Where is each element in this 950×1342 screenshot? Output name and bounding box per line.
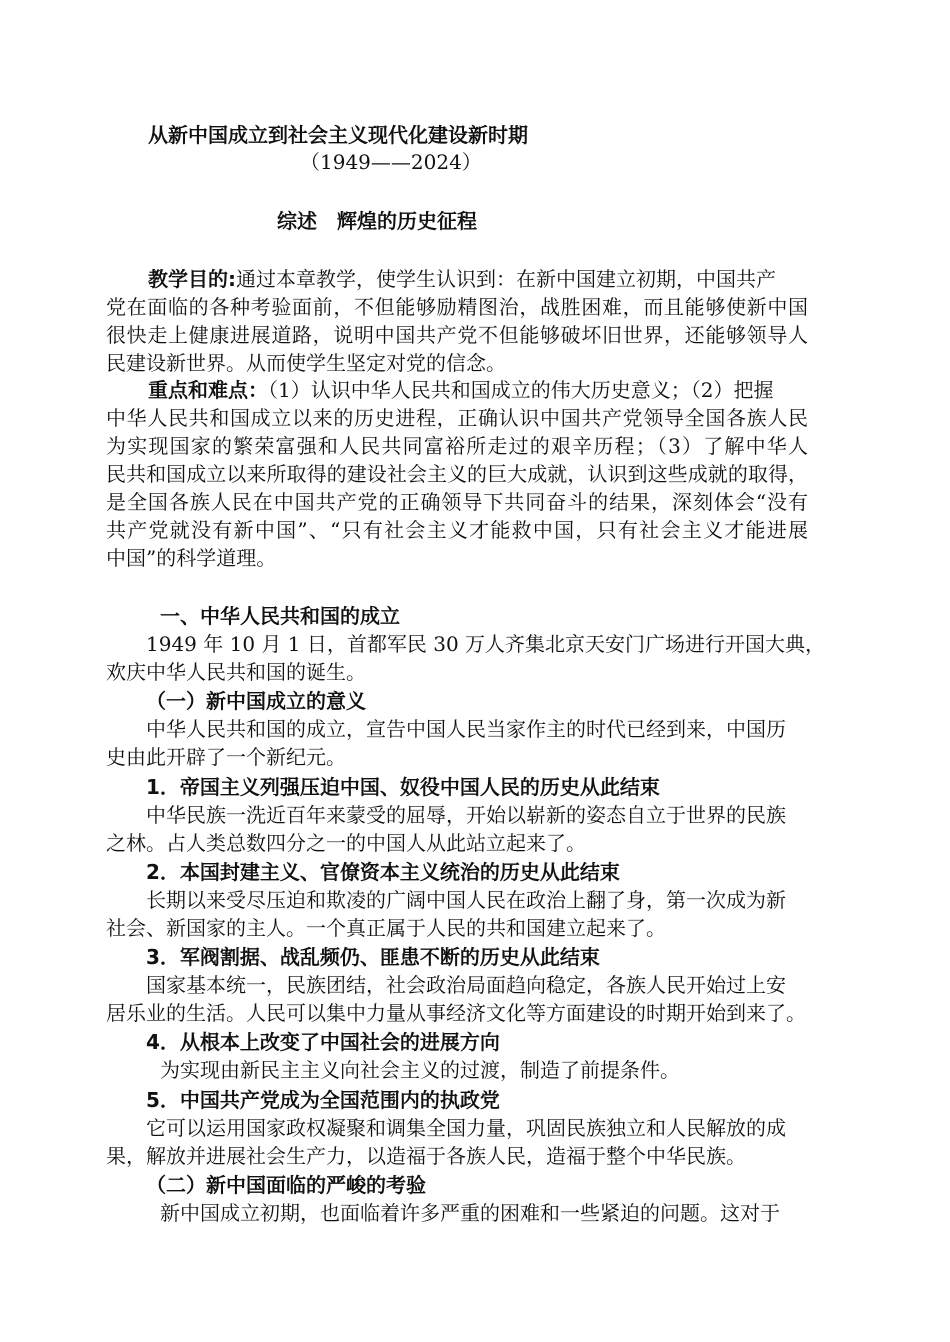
point-text-line: 社会、新国家的主人。一个真正属于人民的共和国建立起来了。 — [106, 916, 666, 940]
chapter-title: 综述 辉煌的历史征程 — [277, 209, 477, 233]
keypoints-line: 民共和国成立以来所取得的建设社会主义的巨大成就，认识到这些成就的取得， — [106, 462, 808, 486]
keypoints-line: 中国”的科学道理。 — [106, 546, 277, 570]
section-heading: 一、中华人民共和国的成立 — [160, 604, 400, 628]
subsection-intro-line: 中华人民共和国的成立，宣告中国人民当家作主的时代已经到来，中国历 — [146, 717, 786, 741]
objective-label: 教学目的: — [148, 267, 236, 291]
subsection-heading: （一）新中国成立的意义 — [146, 689, 366, 713]
point-text-line: 中华民族一洗近百年来蒙受的屈辱，开始以崭新的姿态自立于世界的民族 — [146, 803, 786, 827]
point-heading: 1．帝国主义列强压迫中国、奴役中国人民的历史从此结束 — [146, 775, 660, 799]
keypoints-line: 中华人民共和国成立以来的历史进程，正确认识中国共产党领导全国各族人民 — [106, 406, 808, 430]
keypoints-paragraph-line — [148, 377, 848, 403]
objective-paragraph-line — [148, 266, 848, 292]
objective-text: 通过本章教学，使学生认识到：在新中国建立初期，中国共产 — [236, 267, 776, 291]
section-intro-line: 1949 年 10 月 1 日，首都军民 30 万人齐集北京天安门广场进行开国大典， — [146, 632, 826, 656]
document-title: 从新中国成立到社会主义现代化建设新时期 — [148, 123, 528, 147]
subsection-text-line: 新中国成立初期，也面临着许多严重的困难和一些紧迫的问题。这对于 — [160, 1201, 780, 1225]
objective-line: 民建设新世界。从而使学生坚定对党的信念。 — [106, 351, 506, 375]
point-heading: 2．本国封建主义、官僚资本主义统治的历史从此结束 — [146, 860, 620, 884]
point-text-line: 为实现由新民主主义向社会主义的过渡，制造了前提条件。 — [160, 1058, 680, 1082]
point-text-line: 它可以运用国家政权凝聚和调集全国力量，巩固民族独立和人民解放的成 — [146, 1116, 786, 1140]
subsection-intro-line: 史由此开辟了一个新纪元。 — [106, 745, 346, 769]
point-text-line: 国家基本统一，民族团结，社会政治局面趋向稳定，各族人民开始过上安 — [146, 973, 786, 997]
keypoints-label: 重点和难点： — [148, 378, 268, 402]
keypoints-line: 共产党就没有新中国”、“只有社会主义才能救中国，只有社会主义才能进展 — [106, 518, 808, 542]
objective-line: 党在面临的各种考验面前，不但能够励精图治，战胜困难，而且能够使新中国 — [106, 295, 808, 319]
point-text-line: 长期以来受尽压迫和欺凌的广阔中国人民在政治上翻了身，第一次成为新 — [146, 888, 786, 912]
point-heading: 5．中国共产党成为全国范围内的执政党 — [146, 1088, 500, 1112]
keypoints-line: 为实现国家的繁荣富强和人民共同富裕所走过的艰辛历程；（3）了解中华人 — [106, 434, 808, 458]
point-text-line: 果，解放并进展社会生产力，以造福于各族人民，造福于整个中华民族。 — [106, 1144, 746, 1168]
keypoints-line: 是全国各族人民在中国共产党的正确领导下共同奋斗的结果，深刻体会“没有 — [106, 490, 808, 514]
section-intro-line: 欢庆中华人民共和国的诞生。 — [106, 660, 366, 684]
subsection-heading: （二）新中国面临的严峻的考验 — [146, 1173, 426, 1197]
point-text-line: 居乐业的生活。人民可以集中力量从事经济文化等方面建设的时期开始到来了。 — [106, 1001, 806, 1025]
point-heading: 4．从根本上改变了中国社会的进展方向 — [146, 1030, 500, 1054]
keypoints-text: （1）认识中华人民共和国成立的伟大历史意义；（2）把握 — [268, 378, 774, 402]
point-heading: 3．军阀割据、战乱频仍、匪患不断的历史从此结束 — [146, 945, 600, 969]
objective-line: 很快走上健康进展道路，说明中国共产党不但能够破坏旧世界，还能够领导人 — [106, 323, 808, 347]
document-years: （1949——2024） — [300, 150, 482, 174]
point-text-line: 之林。占人类总数四分之一的中国人从此站立起来了。 — [106, 831, 586, 855]
